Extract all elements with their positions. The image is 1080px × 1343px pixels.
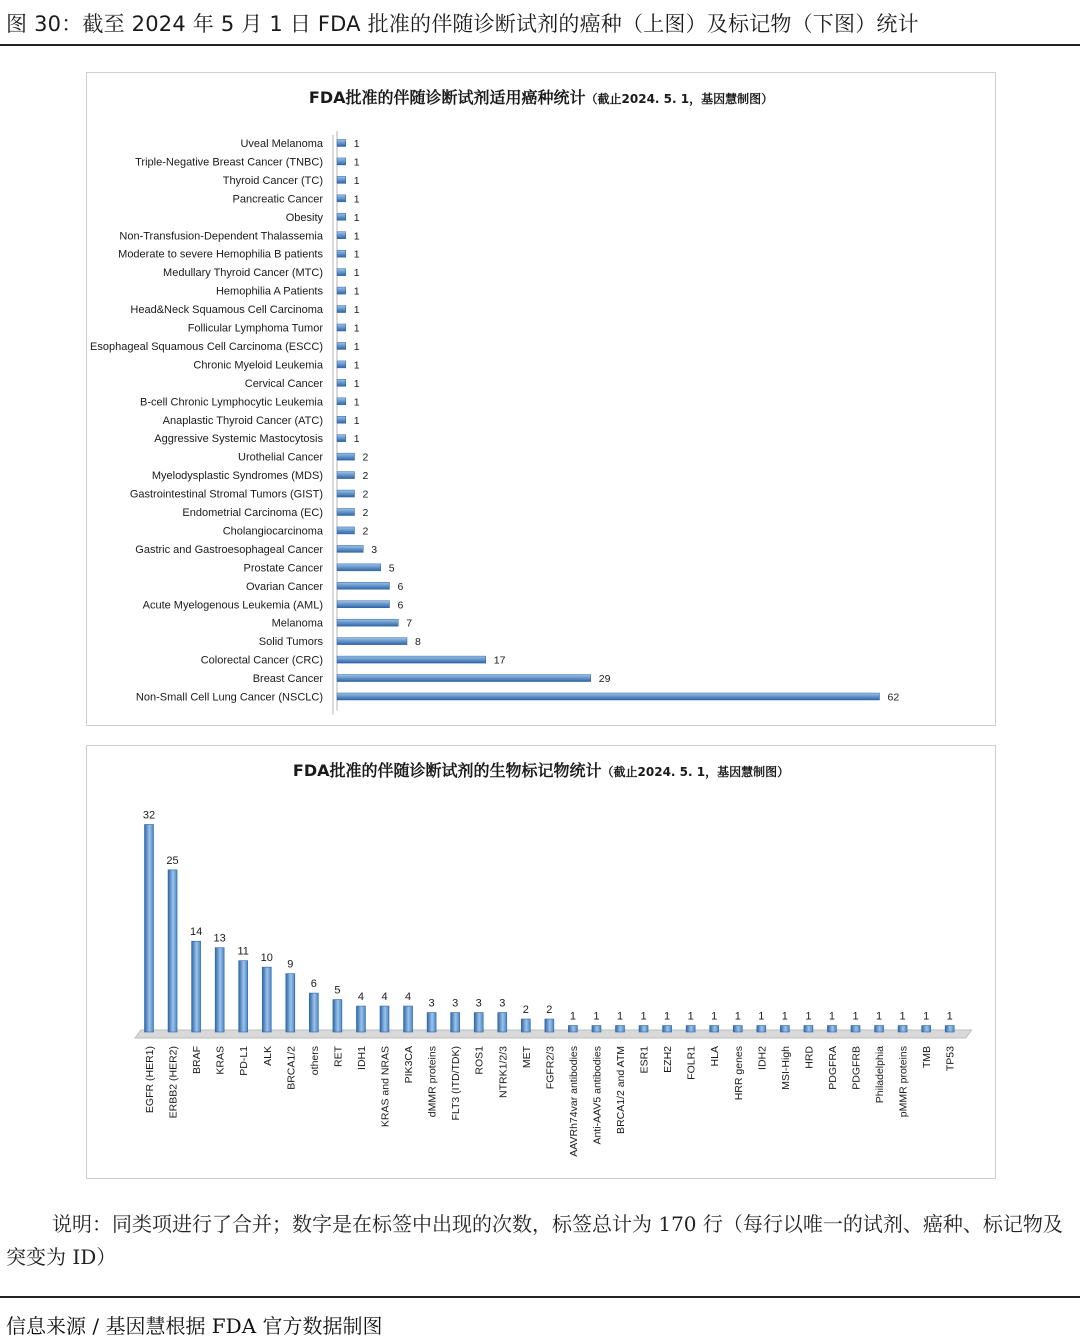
- category-label: Cholangiocarcinoma: [222, 525, 323, 538]
- data-label: 1: [353, 340, 360, 353]
- bar: [663, 1026, 672, 1032]
- bar: [192, 941, 201, 1032]
- data-label: 1: [616, 1010, 624, 1023]
- category-label: Endometrial Carcinoma (EC): [182, 507, 323, 519]
- source-rule: [0, 1296, 1080, 1298]
- category-label: MET: [520, 1046, 533, 1069]
- bar: [337, 287, 346, 294]
- category-label: FOLR1: [685, 1046, 698, 1080]
- data-label: 1: [569, 1010, 576, 1023]
- bar: [827, 1026, 836, 1032]
- bar: [337, 564, 381, 571]
- category-label: EGFR (HER1): [144, 1046, 156, 1114]
- category-label: KRAS: [214, 1046, 227, 1075]
- bar: [337, 675, 591, 682]
- data-label: 1: [734, 1010, 741, 1023]
- data-label: 1: [353, 414, 360, 427]
- category-label: Melanoma: [271, 617, 323, 630]
- bar: [474, 1013, 483, 1032]
- bar: [309, 993, 318, 1032]
- category-label: Non-Small Cell Lung Cancer (NSCLC): [135, 691, 323, 704]
- category-label: Cervical Cancer: [244, 377, 323, 390]
- cancer-chart-title-note: （截止2024. 5. 1，基因慧制图）: [585, 92, 774, 106]
- data-label: 7: [406, 617, 413, 630]
- category-label: BRCA1/2 and ATM: [615, 1046, 627, 1134]
- data-label: 1: [640, 1010, 647, 1023]
- bar: [337, 693, 880, 700]
- bar: [780, 1026, 789, 1032]
- bar: [337, 638, 407, 645]
- data-label: 3: [428, 997, 435, 1010]
- data-label: 1: [353, 377, 360, 390]
- bar: [337, 527, 355, 534]
- category-label: BRCA1/2: [285, 1046, 298, 1090]
- category-label: EZH2: [662, 1046, 675, 1073]
- data-label: 1: [353, 322, 360, 335]
- data-label: 1: [875, 1010, 883, 1023]
- biomarker-chart-title-text: FDA批准的伴随诊断试剂的生物标记物统计: [292, 761, 602, 780]
- data-label: 10: [260, 952, 273, 965]
- data-label: 1: [711, 1010, 718, 1023]
- data-label: 1: [353, 285, 360, 298]
- bar: [337, 398, 346, 405]
- category-label: Esophageal Squamous Cell Carcinoma (ESCC): [90, 340, 323, 353]
- category-label: Acute Myelogenous Leukemia (AML): [142, 599, 323, 612]
- bar: [686, 1026, 695, 1032]
- bar: [592, 1026, 601, 1032]
- data-label: 17: [493, 654, 506, 667]
- category-label: HRD: [803, 1046, 816, 1069]
- category-label: Philadelphia: [874, 1046, 887, 1104]
- data-label: 62: [887, 691, 900, 704]
- data-label: 1: [353, 267, 360, 280]
- category-label: ESR1: [638, 1046, 651, 1074]
- category-label: Solid Tumors: [258, 636, 323, 649]
- category-label: pMMR proteins: [897, 1046, 910, 1118]
- category-label: FGFR2/3: [544, 1046, 557, 1090]
- category-label: NTRK1/2/3: [497, 1046, 510, 1098]
- data-label: 2: [362, 525, 369, 538]
- category-label: Anaplastic Thyroid Cancer (ATC): [162, 414, 323, 427]
- biomarker-bar-chart: [87, 746, 995, 1178]
- bar: [875, 1026, 884, 1032]
- bar: [337, 176, 346, 183]
- bar: [337, 342, 346, 349]
- data-label: 1: [899, 1010, 906, 1023]
- data-label: 3: [499, 997, 506, 1010]
- data-label: 8: [415, 636, 421, 649]
- category-label: HRR genes: [732, 1046, 745, 1101]
- category-label: Colorectal Cancer (CRC): [200, 654, 323, 667]
- bar: [804, 1026, 813, 1032]
- data-label: 1: [353, 359, 360, 372]
- bar: [337, 361, 346, 368]
- data-label: 2: [362, 507, 369, 519]
- category-label: IDH1: [355, 1046, 368, 1070]
- category-label: dMMR proteins: [426, 1046, 439, 1118]
- category-label: Pancreatic Cancer: [232, 193, 323, 206]
- data-label: 1: [664, 1010, 671, 1023]
- category-label: TP53: [944, 1046, 957, 1072]
- bar: [262, 967, 271, 1032]
- category-label: Chronic Myeloid Leukemia: [193, 359, 323, 372]
- category-label: Ovarian Cancer: [245, 580, 323, 593]
- category-label: AAVRh74var antibodies: [567, 1046, 580, 1157]
- category-label: ERBB2 (HER2): [167, 1046, 180, 1119]
- category-label: BRAF: [191, 1046, 204, 1075]
- bar: [337, 195, 346, 202]
- data-label: 6: [397, 580, 404, 593]
- category-label: Urothelial Cancer: [238, 451, 323, 464]
- category-label: Triple-Negative Breast Cancer (TNBC): [135, 156, 323, 169]
- data-label: 1: [353, 211, 360, 224]
- category-label: Uveal Melanoma: [240, 138, 323, 150]
- bar: [337, 601, 390, 608]
- bar: [337, 250, 346, 257]
- category-label: Breast Cancer: [252, 673, 323, 686]
- data-label: 14: [189, 926, 203, 939]
- data-label: 13: [213, 932, 226, 945]
- data-label: 1: [923, 1010, 930, 1023]
- data-label: 1: [781, 1010, 788, 1023]
- data-label: 1: [758, 1010, 765, 1023]
- bar: [356, 1006, 365, 1032]
- data-label: 25: [166, 854, 179, 867]
- bar: [521, 1019, 530, 1032]
- bar: [239, 961, 248, 1032]
- data-label: 1: [353, 193, 360, 206]
- bar: [337, 416, 346, 423]
- data-label: 4: [381, 991, 388, 1004]
- category-label: PIK3CA: [403, 1046, 416, 1084]
- bar: [337, 158, 346, 165]
- category-label: PD-L1: [238, 1046, 251, 1076]
- data-label: 1: [593, 1010, 600, 1023]
- category-label: ROS1: [473, 1046, 486, 1075]
- category-label: PDGFRB: [850, 1046, 863, 1090]
- bar: [380, 1006, 389, 1032]
- bar: [337, 140, 346, 147]
- cancer-type-chart-panel: [86, 72, 996, 726]
- data-label: 6: [310, 978, 317, 991]
- bar: [922, 1026, 931, 1032]
- bar: [568, 1026, 577, 1032]
- biomarker-chart-title-note: （截止2024. 5. 1，基因慧制图）: [601, 765, 790, 779]
- data-label: 1: [353, 156, 360, 169]
- category-label: ALK: [261, 1046, 274, 1066]
- category-label: Gastric and Gastroesophageal Cancer: [135, 543, 323, 556]
- cancer-type-bar-chart: [87, 73, 995, 725]
- category-label: B-cell Chronic Lymphocytic Leukemia: [140, 396, 323, 409]
- bar: [333, 1000, 342, 1032]
- data-label: 2: [362, 451, 369, 464]
- bar: [337, 213, 346, 220]
- data-label: 3: [371, 543, 378, 556]
- data-label: 32: [142, 809, 156, 822]
- biomarker-chart-panel: [86, 745, 996, 1179]
- data-label: 1: [946, 1010, 953, 1023]
- bar: [337, 545, 363, 552]
- category-label: Hemophilia A Patients: [215, 285, 323, 298]
- bar: [337, 582, 390, 589]
- category-label: HLA: [709, 1046, 722, 1067]
- data-label: 2: [362, 470, 369, 483]
- bar: [168, 870, 177, 1032]
- bar: [337, 435, 346, 442]
- category-label: MSI-High: [779, 1046, 792, 1090]
- bar: [215, 948, 224, 1032]
- bar: [337, 619, 398, 626]
- data-label: 2: [522, 1004, 529, 1017]
- category-label: FLT3 (ITD/TDK): [450, 1046, 463, 1121]
- data-label: 3: [452, 997, 459, 1010]
- bar: [145, 824, 154, 1032]
- data-label: 2: [362, 488, 369, 501]
- bar: [710, 1026, 719, 1032]
- bar: [337, 472, 355, 479]
- category-label: Aggressive Systemic Mastocytosis: [154, 433, 323, 446]
- data-label: 1: [353, 304, 360, 317]
- bar: [286, 974, 295, 1032]
- data-label: 1: [805, 1010, 812, 1023]
- category-label: Medullary Thyroid Cancer (MTC): [163, 267, 323, 280]
- data-label: 1: [687, 1010, 694, 1023]
- category-label: KRAS and NRAS: [379, 1046, 392, 1128]
- bar: [337, 232, 346, 239]
- data-label: 1: [852, 1010, 859, 1023]
- bar: [337, 324, 346, 331]
- bar: [945, 1026, 954, 1032]
- bar: [337, 656, 486, 663]
- data-label: 1: [353, 174, 360, 187]
- category-label: TMB: [921, 1046, 934, 1069]
- data-label: 4: [404, 991, 412, 1004]
- cancer-chart-title-text: FDA批准的伴随诊断试剂适用癌种统计: [308, 88, 586, 107]
- category-label: others: [308, 1046, 321, 1076]
- bar: [337, 306, 346, 313]
- bar: [404, 1006, 413, 1032]
- bar: [851, 1026, 860, 1032]
- category-label: Obesity: [285, 211, 323, 224]
- data-label: 1: [828, 1010, 836, 1023]
- data-label: 9: [287, 958, 294, 971]
- bar: [616, 1026, 625, 1032]
- data-label: 1: [353, 396, 360, 409]
- category-label: Non-Transfusion-Dependent Thalassemia: [119, 230, 323, 243]
- bar: [337, 453, 355, 460]
- bar: [337, 379, 346, 386]
- bar: [337, 509, 355, 516]
- category-label: PDGFRA: [826, 1046, 839, 1090]
- bar: [545, 1019, 554, 1032]
- figure-caption: 说明：同类项进行了合并；数字是在标签中出现的次数，标签总计为 170 行（每行以唯一的试剂、癌种、标记物及突变为 ID）: [6, 1212, 1063, 1269]
- category-label: Prostate Cancer: [243, 562, 323, 575]
- bar: [427, 1013, 436, 1032]
- data-label: 4: [357, 991, 365, 1004]
- bar: [337, 269, 346, 276]
- category-label: IDH2: [756, 1046, 769, 1070]
- category-label: Anti-AAV5 antibodies: [591, 1046, 604, 1145]
- category-label: Gastrointestinal Stromal Tumors (GIST): [129, 488, 323, 501]
- data-label: 1: [353, 248, 360, 261]
- data-label: 1: [353, 230, 360, 243]
- data-label: 6: [397, 599, 404, 612]
- bar: [337, 490, 355, 497]
- data-label: 1: [353, 433, 360, 446]
- bar: [498, 1013, 507, 1032]
- category-label: Thyroid Cancer (TC): [222, 174, 323, 187]
- category-label: RET: [332, 1046, 345, 1067]
- data-label: 5: [334, 984, 341, 997]
- category-label: Head&Neck Squamous Cell Carcinoma: [130, 304, 323, 317]
- data-label: 29: [598, 673, 611, 686]
- category-label: Myelodysplastic Syndromes (MDS): [151, 470, 323, 483]
- data-label: 5: [388, 562, 395, 575]
- data-label: 3: [475, 997, 482, 1010]
- data-label: 2: [546, 1004, 553, 1017]
- category-label: Moderate to severe Hemophilia B patients: [118, 248, 323, 261]
- data-label: 11: [237, 945, 249, 958]
- bar: [733, 1026, 742, 1032]
- data-label: 1: [353, 138, 360, 150]
- title-rule: [0, 44, 1080, 46]
- category-label: Follicular Lymphoma Tumor: [187, 322, 323, 335]
- bar: [898, 1026, 907, 1032]
- figure-source: 信息来源 / 基因慧根据 FDA 官方数据制图: [6, 1314, 383, 1338]
- figure-title: 图 30：截至 2024 年 5 月 1 日 FDA 批准的伴随诊断试剂的癌种（上图）及标记物（下图）统计: [6, 12, 919, 36]
- bar: [451, 1013, 460, 1032]
- bar: [757, 1026, 766, 1032]
- bar: [639, 1026, 648, 1032]
